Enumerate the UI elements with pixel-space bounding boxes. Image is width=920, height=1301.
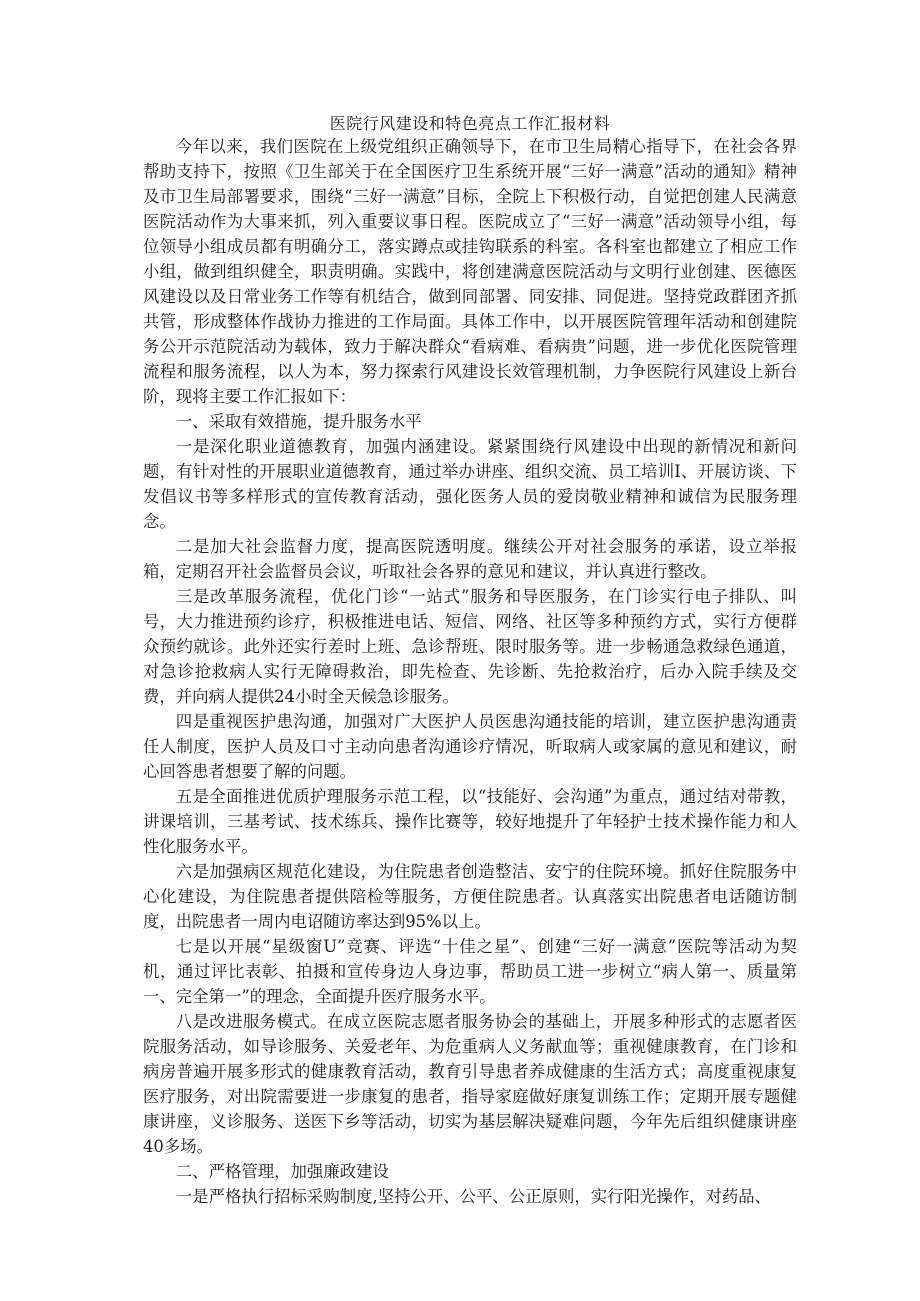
paragraph-1-5: 五是全面推进优质护理服务示范工程，以“技能好、会沟通”为重点，通过结对带教，讲课培训，三基考试、技术练兵、操作比赛等，较好地提升了年轻护士技术操作能力和人性化服务水平。 bbox=[143, 787, 797, 856]
paragraph-1-7: 七是以开展“星级窗U”竞赛、评选“十佳之星”、创建“三好一满意”医院等活动为契机，通过评比表彰、拍摄和宣传身边人身边事，帮助员工进一步树立“病人第一、质量第一、完全第一”的理念，全面提升医疗服务水平。 bbox=[143, 937, 797, 1006]
paragraph-2-1: 一是严格执行招标采购制度,坚持公开、公平、公正原则，实行阳光操作，对药品、 bbox=[175, 1187, 772, 1206]
document-page bbox=[143, 0, 797, 1301]
paragraph-1-1: 一是深化职业道德教育，加强内涵建设。紧紧围绕行风建设中出现的新情况和新问题，有针对性的开展职业道德教育，通过举办讲座、组织交流、员工培训Ⅰ、开展访谈、下发倡议书等多样形式的宣传教育活动，强化医务人员的爱岗敬业精神和诚信为民服务理念。 bbox=[143, 437, 797, 531]
document-body bbox=[143, 134, 797, 1209]
paragraph-1-3: 三是改革服务流程，优化门诊“一站式”服务和导医服务，在门诊实行电子排队、叫号，大力推进预约诊疗，积极推进电话、短信、网络、社区等多种预约方式，实行方便群众预约就诊。此外还实行差时上班、急诊帮班、限时服务等。进一步畅通急救绿色通道，对急诊抢救病人实行无障碍救治，即先检查、先诊断、先抢救治疗，后办入院手续及交费，并向病人提供24小时全天候急诊服务。 bbox=[143, 587, 797, 706]
paragraph-1-6: 六是加强病区规范化建设，为住院患者创造整洁、安宁的住院环境。抓好住院服务中心化建设，为住院患者提供陪检等服务，方便住院患者。认真落实出院患者电话随访制度，出院患者一周内电诏随访率达到95%以上。 bbox=[143, 862, 797, 931]
intro-paragraph: 今年以来，我们医院在上级党组织正确领导下，在市卫生局精心指导下，在社会各界帮助支持下，按照《卫生部关于在全国医疗卫生系统开展“三好一满意”活动的通知》精神及市卫生局部署要求，围绕“三好一满意”目标，全院上下积极行动，自觉把创建人民满意医院活动作为大事来抓，列入重要议事日程。医院成立了“三好一满意”活动领导小组，每位领导小组成员都有明确分工，落实蹲点或挂钩联系的科室。各科室也都建立了相应工作小组，做到组织健全，职责明确。实践中，将创建满意医院活动与文明行业创建、医德医风建设以及日常业务工作等有机结合，做到同部署、同安排、同促进。坚持党政群团齐抓共管，形成整体作战协力推进的工作局面。具体工作中，以开展医院管理年活动和创建院务公开示范院活动为载体，致力于解决群众“看病难、看病贵”问题，进一步优化医院管理流程和服务流程，以人为本，努力探索行风建设长效管理机制，力争医院行风建设上新台阶，现将主要工作汇报如下： bbox=[143, 137, 797, 406]
paragraph-1-2: 二是加大社会监督力度，提高医院透明度。继续公开对社会服务的承诺，设立举报箱，定期召开社会监督员会议，听取社会各界的意见和建议，并认真进行整改。 bbox=[143, 537, 797, 581]
paragraph-1-8: 八是改进服务模式。在成立医院志愿者服务协会的基础上，开展多种形式的志愿者医院服务活动，如导诊服务、关爱老年、为危重病人义务献血等；重视健康教育，在门诊和病房普遍开展多形式的健康教育活动，教育引导患者养成健康的生活方式；高度重视康复医疗服务，对出院需要进一步康复的患者，指导家庭做好康复训练工作；定期开展专题健康讲座，义诊服务、送医下乡等活动，切实为基层解决疑难问题，今年先后组织健康讲座40多场。 bbox=[143, 1012, 797, 1156]
document-title: 医院行风建设和特色亮点工作汇报材料 bbox=[329, 114, 611, 133]
paragraph-1-4: 四是重视医护患沟通，加强对广大医护人员医患沟通技能的培训，建立医护患沟通责任人制度，医护人员及口寸主动向患者沟通诊疗情况，听取病人或家属的意见和建议，耐心回答患者想要了解的问题。 bbox=[143, 712, 797, 781]
section-heading-1: 一、采取有效措施，提升服务水平 bbox=[175, 412, 422, 431]
section-heading-2: 二、严格管理，加强廉政建设 bbox=[175, 1162, 389, 1181]
